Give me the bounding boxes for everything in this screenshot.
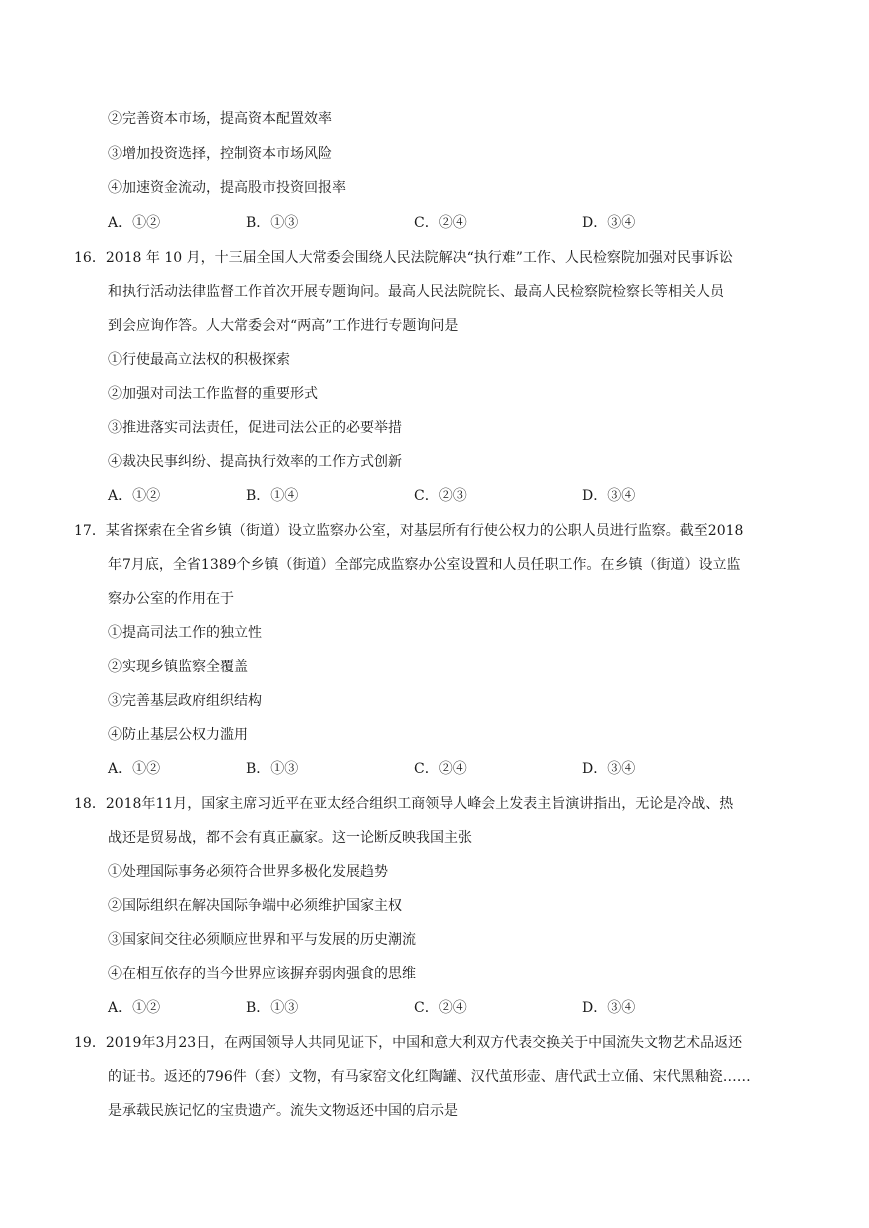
q18-option-b: B．①③ [246,1000,299,1016]
q17-item-3: ③完善基层政府组织结构 [108,693,262,709]
q16-option-c: C．②③ [414,488,467,504]
q19-stem-2: 的证书。返还的796件（套）文物，有马家窑文化红陶罐、汉代茧形壶、唐代武士立俑、宋代黑釉瓷…… [108,1069,751,1085]
q18-option-c: C．②④ [414,1000,467,1016]
q18-item-2: ②国际组织在解决国际争端中必须维护国家主权 [108,898,402,914]
q15-option-a: A．①② [108,215,161,231]
q18-stem-2: 战还是贸易战，都不会有真正赢家。这一论断反映我国主张 [108,830,472,846]
q18-option-d: D．③④ [582,1000,636,1016]
q19-stem-1: 19．2019年3月23日，在两国领导人共同见证下，中国和意大利双方代表交换关于中国流失文物艺术品返还 [74,1035,743,1051]
q17-item-4: ④防止基层公权力滥用 [108,727,248,743]
q16-stem-1: 16．2018 年 10 月，十三届全国人大常委会围绕人民法院解决“执行难”工作、人民检察院加强对民事诉讼 [74,250,733,266]
q15-option-b: B．①③ [246,215,299,231]
q16-stem-2: 和执行活动法律监督工作首次开展专题询问。最高人民法院院长、最高人民检察院检察长等相关人员 [108,284,724,300]
q19-stem-3: 是承载民族记忆的宝贵遗产。流失文物返还中国的启示是 [108,1103,458,1119]
q17-item-2: ②实现乡镇监察全覆盖 [108,659,248,675]
q18-stem-1: 18．2018年11月，国家主席习近平在亚太经合组织工商领导人峰会上发表主旨演讲指出，无论是冷战、热 [74,796,734,812]
q15-item-3: ③增加投资选择，控制资本市场风险 [108,146,332,162]
q16-option-b: B．①④ [246,488,299,504]
q16-option-d: D．③④ [582,488,636,504]
q17-option-d: D．③④ [582,761,636,777]
q17-item-1: ①提高司法工作的独立性 [108,625,262,641]
q16-item-4: ④裁决民事纠纷、提高执行效率的工作方式创新 [108,454,402,470]
q18-item-1: ①处理国际事务必须符合世界多极化发展趋势 [108,864,388,880]
q15-item-2: ②完善资本市场，提高资本配置效率 [108,111,332,127]
q16-option-a: A．①② [108,488,161,504]
q17-option-a: A．①② [108,761,161,777]
q17-stem-1: 17．某省探索在全省乡镇（街道）设立监察办公室，对基层所有行使公权力的公职人员进行监察。截至2018 [74,523,744,539]
q17-stem-2: 年7月底，全省1389个乡镇（街道）全部完成监察办公室设置和人员任职工作。在乡镇（街道）设立监 [108,557,741,573]
q16-item-3: ③推进落实司法责任，促进司法公正的必要举措 [108,420,402,436]
q17-option-c: C．②④ [414,761,467,777]
q18-item-3: ③国家间交往必须顺应世界和平与发展的历史潮流 [108,932,416,948]
q15-option-d: D．③④ [582,215,636,231]
q17-stem-3: 察办公室的作用在于 [108,591,234,607]
q18-item-4: ④在相互依存的当今世界应该摒弃弱肉强食的思维 [108,966,416,982]
q16-item-1: ①行使最高立法权的积极探索 [108,352,290,368]
q15-item-4: ④加速资金流动，提高股市投资回报率 [108,180,346,196]
q15-option-c: C．②④ [414,215,467,231]
q18-option-a: A．①② [108,1000,161,1016]
q17-option-b: B．①③ [246,761,299,777]
q16-stem-3: 到会应询作答。人大常委会对“两高”工作进行专题询问是 [108,318,459,334]
q16-item-2: ②加强对司法工作监督的重要形式 [108,386,318,402]
